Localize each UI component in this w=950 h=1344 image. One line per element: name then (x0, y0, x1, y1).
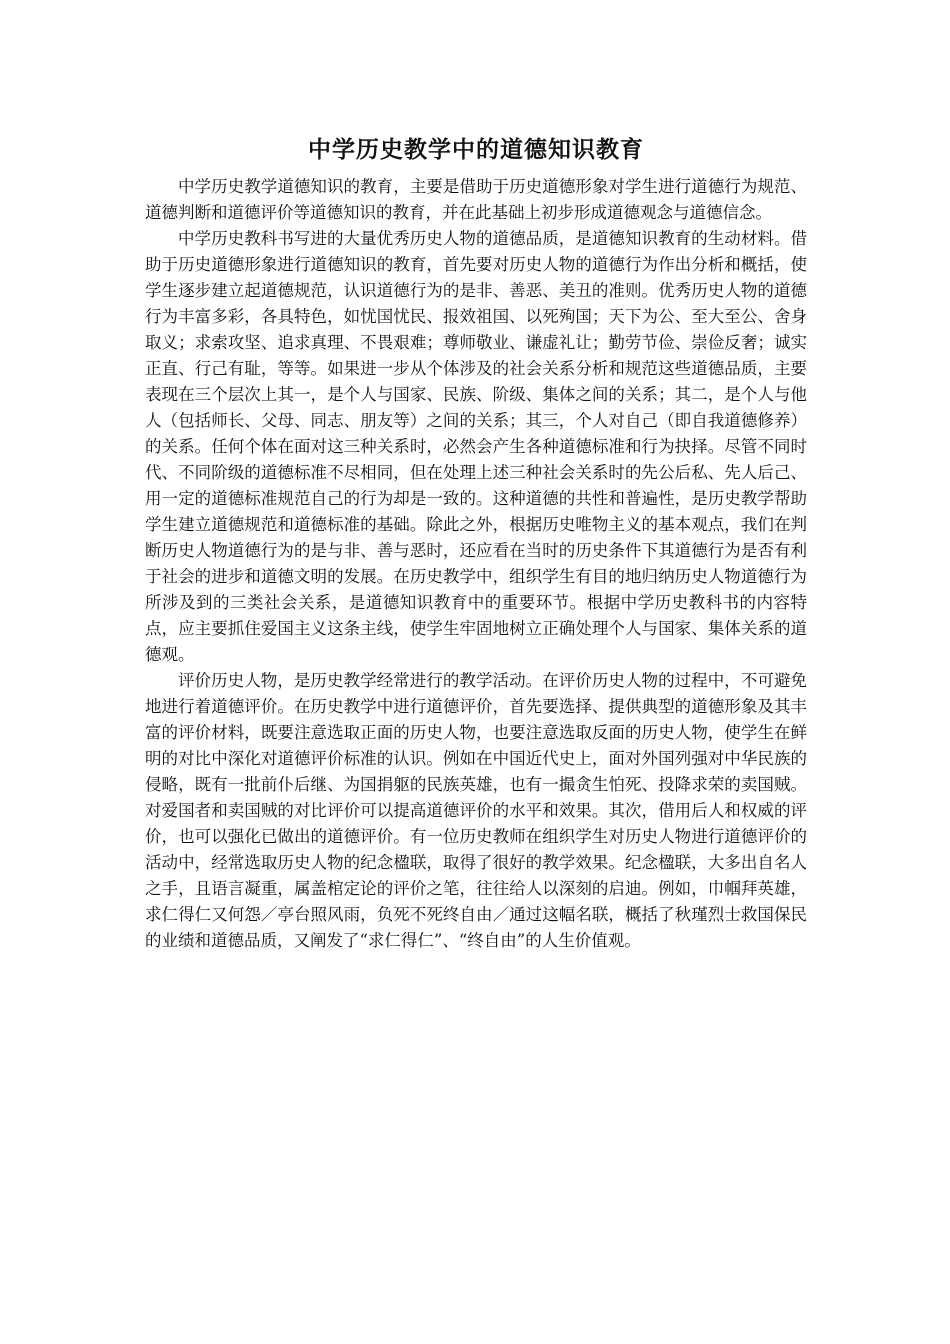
paragraph-3: 评价历史人物，是历史教学经常进行的教学活动。在评价历史人物的过程中，不可避免地进行着道德评价。在历史教学中进行道德评价，首先要选择、提供典型的道德形象及其丰富的评价材料，既要注意选取正面的历史人物，也要注意选取反面的历史人物，使学生在鲜明的对比中深化对道德评价标准的认识。例如在中国近代史上，面对外国列强对中华民族的侵略，既有一批前仆后继、为国捐躯的民族英雄，也有一撮贪生怕死、投降求荣的卖国贼。对爱国者和卖国贼的对比评价可以提高道德评价的水平和效果。其次，借用后人和权威的评价，也可以强化已做出的道德评价。有一位历史教师在组织学生对历史人物进行道德评价的活动中，经常选取历史人物的纪念楹联，取得了很好的教学效果。纪念楹联，大多出自名人之手，且语言凝重，属盖棺定论的评价之笔，往往给人以深刻的启迪。例如，巾帼拜英雄，求仁得仁又何怨／亭台照风雨，负死不死终自由／通过这幅名联，概括了秋瑾烈士救国保民的业绩和道德品质，又阐发了“求仁得仁”、“终自由”的人生价值观。 (145, 671, 807, 950)
document-page (145, 130, 807, 954)
paragraph-1: 中学历史教学道德知识的教育，主要是借助于历史道德形象对学生进行道德行为规范、道德判断和道德评价等道德知识的教育，并在此基础上初步形成道德观念与道德信念。 (145, 177, 807, 222)
paragraph-2: 中学历史教科书写进的大量优秀历史人物的道德品质，是道德知识教育的生动材料。借助于历史道德形象进行道德知识的教育，首先要对历史人物的道德行为作出分析和概括，使学生逐步建立起道德规范，认识道德行为的是非、善恶、美丑的准则。优秀历史人物的道德行为丰富多彩，各具特色，如忧国忧民、报效祖国、以死殉国；天下为公、至大至公、舍身取义；求索攻坚、追求真理、不畏艰难；尊师敬业、谦虚礼让；勤劳节俭、崇俭反奢；诚实正直、行己有耻，等等。如果进一步从个体涉及的社会关系分析和规范这些道德品质，主要表现在三个层次上其一，是个人与国家、民族、阶级、集体之间的关系；其二，是个人与他人（包括师长、父母、同志、朋友等）之间的关系；其三，个人对自己（即自我道德修养）的关系。任何个体在面对这三种关系时，必然会产生各种道德标准和行为抉择。尽管不同时代、不同阶级的道德标准不尽相同，但在处理上述三种社会关系时的先公后私、先人后己、用一定的道德标准规范自己的行为却是一致的。这种道德的共性和普遍性，是历史教学帮助学生建立道德规范和道德标准的基础。除此之外，根据历史唯物主义的基本观点，我们在判断历史人物道德行为的是与非、善与恶时，还应看在当时的历史条件下其道德行为是否有利于社会的进步和道德文明的发展。在历史教学中，组织学生有目的地归纳历史人物道德行为所涉及到的三类社会关系，是道德知识教育中的重要环节。根据中学历史教科书的内容特点，应主要抓住爱国主义这条主线，使学生牢固地树立正确处理个人与国家、集体关系的道德观。 (145, 229, 807, 664)
document-title: 中学历史教学中的道德知识教育 (308, 136, 644, 163)
